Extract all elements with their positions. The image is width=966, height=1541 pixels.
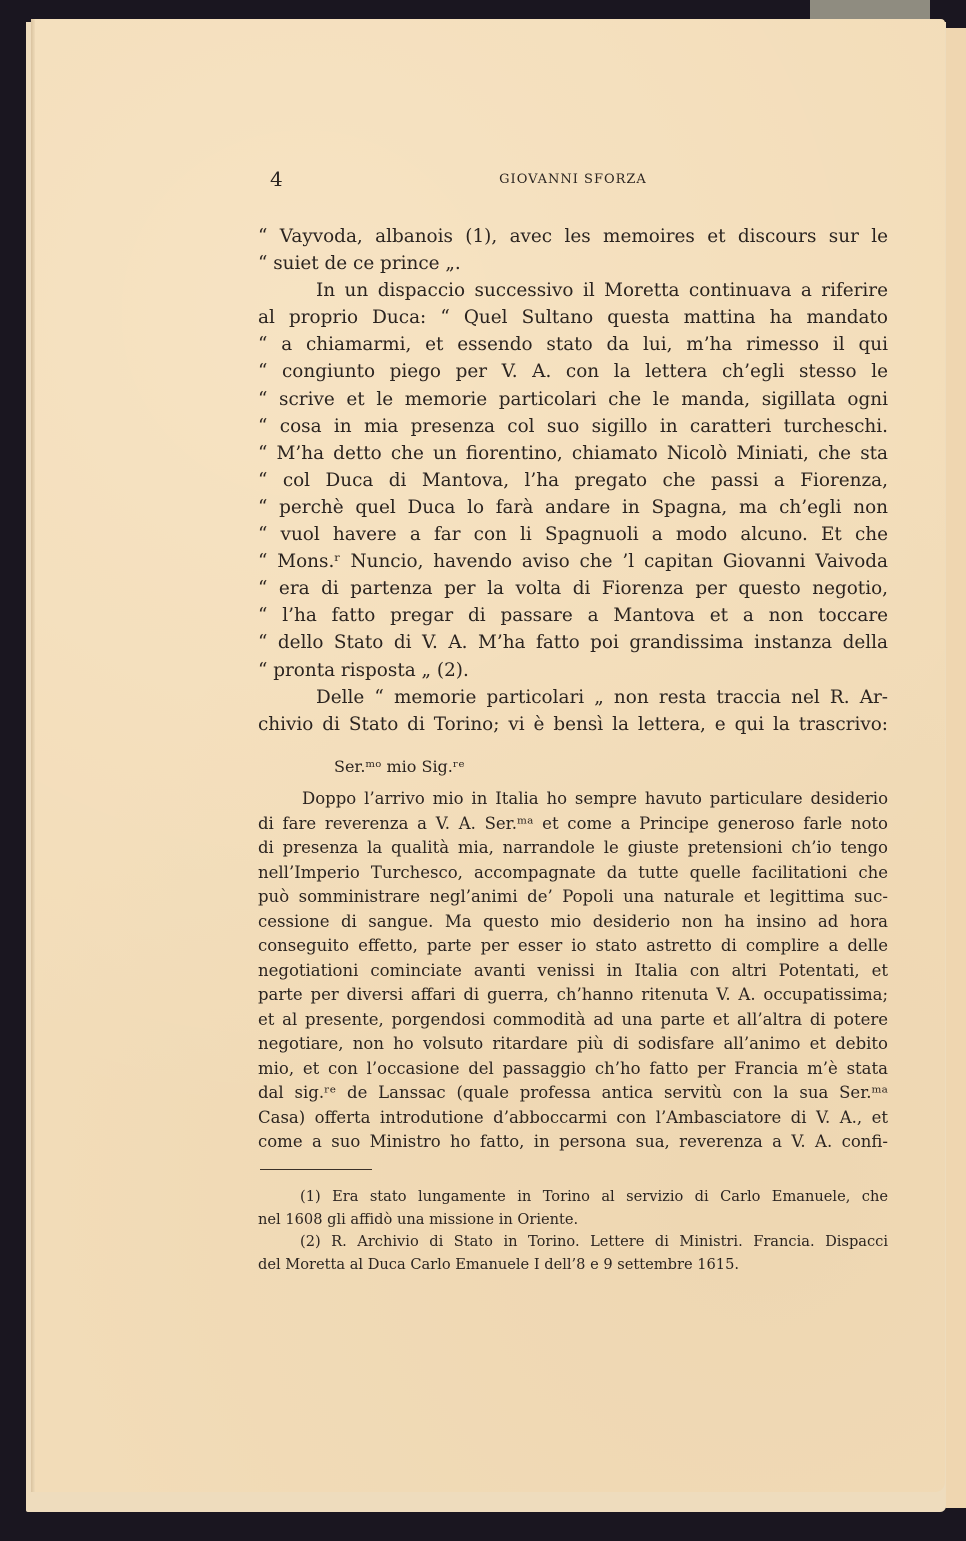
text-line: “ cosa in mia presenza col suo sigillo in caratteri turcheschi. <box>258 415 888 437</box>
letter-line: di fare reverenza a V. A. Ser.ᵐᵃ et come a Principe generoso farle noto <box>258 813 888 833</box>
text-line: chivio di Stato di Torino; vi è bensì la lettera, e qui la trascrivo: <box>258 713 888 735</box>
adjacent-page-edge <box>945 28 966 1508</box>
text-line: “ a chiamarmi, et essendo stato da lui, m’ha rimesso il qui <box>258 334 888 356</box>
letter-line: mio, et con l’occasione del passaggio ch’ho fatto per Francia m’è stata <box>258 1058 888 1078</box>
letter-line: et al presente, porgendosi commodità ad una parte et all’altra di potere <box>258 1009 888 1029</box>
page-binding-edge <box>31 19 35 1492</box>
text-line: “ congiunto piego per V. A. con la lettera ch’egli stesso le <box>258 361 888 383</box>
letter-line: cessione di sangue. Ma questo mio desiderio non ha insino ad hora <box>258 911 888 931</box>
text-line: “ vuol havere a far con li Spagnuoli a modo alcuno. Et che <box>258 524 888 546</box>
letter-text <box>258 787 888 1155</box>
footnote-line: del Moretta al Duca Carlo Emanuele I dell’8 e 9 settembre 1615. <box>258 1255 740 1273</box>
letter-line: negotiationi cominciate avanti venissi in Italia con altri Potentati, et <box>258 960 888 980</box>
text-line: “ M’ha detto che un fiorentino, chiamato Nicolò Miniati, che sta <box>258 442 888 464</box>
letter-line: può somministrare negl’animi de’ Popoli una naturale et legittima suc- <box>258 887 888 906</box>
letter-line: dal sig.ʳᵉ de Lanssac (quale professa antica servitù con la sua Ser.ᵐᵃ <box>258 1083 888 1102</box>
text-line: “ dello Stato di V. A. M’ha fatto poi grandissima instanza della <box>258 632 888 654</box>
footnote-line: (2) R. Archivio di Stato in Torino. Lettere di Ministri. Francia. Dispacci <box>300 1233 888 1250</box>
letter-line: nell’Imperio Turchesco, accompagnate da tutte quelle facilitationi che <box>258 862 888 882</box>
footnotes <box>258 1186 888 1276</box>
text-line: “ scrive et le memorie particolari che le manda, sigillata ogni <box>258 388 888 410</box>
text-line: “ l’ha fatto pregar di passare a Mantova et a non toccare <box>258 605 888 627</box>
letter-line: negotiare, non ho volsuto ritardare più di sodisfare all’animo et debito <box>258 1034 888 1053</box>
letter-line: Casa) offerta introdutione d’abboccarmi con l’Ambasciatore di V. A., et <box>258 1107 888 1127</box>
book-page <box>31 19 945 1492</box>
text-line: In un dispaccio successivo il Moretta continuava a riferire <box>316 280 888 302</box>
text-line: “ era di partenza per la volta di Fiorenza per questo negotio, <box>258 578 888 600</box>
text-line: “ col Duca di Mantova, l’ha pregato che passi a Fiorenza, <box>258 469 888 491</box>
text-line: “ pronta risposta „ (2). <box>258 659 469 681</box>
text-line: al proprio Duca: “ Quel Sultano questa mattina ha mandato <box>258 307 888 329</box>
letter-line: come a suo Ministro ho fatto, in persona sua, reverenza a V. A. confi- <box>258 1132 888 1151</box>
running-head <box>258 167 888 191</box>
text-line: “ Mons.ʳ Nuncio, havendo aviso che ’l capitan Giovanni Vaivoda <box>258 551 888 573</box>
body-text <box>258 223 888 738</box>
text-line: Delle “ memorie particolari „ non resta traccia nel R. Ar- <box>316 686 888 708</box>
text-line: “ suiet de ce prince „. <box>258 253 461 275</box>
letter-line: conseguito effetto, parte per esser io stato astretto di complire a delle <box>258 936 888 955</box>
letter-salutation: Ser.ᵐᵒ mio Sig.ʳᵉ <box>334 757 465 776</box>
footnote-separator <box>260 1169 372 1170</box>
footnote-line: nel 1608 gli affidò una missione in Oriente. <box>258 1210 579 1228</box>
footnote-line: (1) Era stato lungamente in Torino al servizio di Carlo Emanuele, che <box>300 1188 888 1205</box>
letter-line: Doppo l’arrivo mio in Italia ho sempre havuto particulare desiderio <box>302 789 888 808</box>
text-line: “ perchè quel Duca lo farà andare in Spagna, ma ch’egli non <box>258 496 888 518</box>
text-line: “ Vayvoda, albanois (1), avec les memoires et discours sur le <box>258 226 888 247</box>
running-title: GIOVANNI SFORZA <box>499 172 647 187</box>
page-number: 4 <box>270 167 283 191</box>
letter-line: parte per diversi affari di guerra, ch’hanno ritenuta V. A. occupatissima; <box>258 985 888 1004</box>
letter-line: di presenza la qualità mia, narrandole le giuste pretensioni ch’io tengo <box>258 838 888 857</box>
